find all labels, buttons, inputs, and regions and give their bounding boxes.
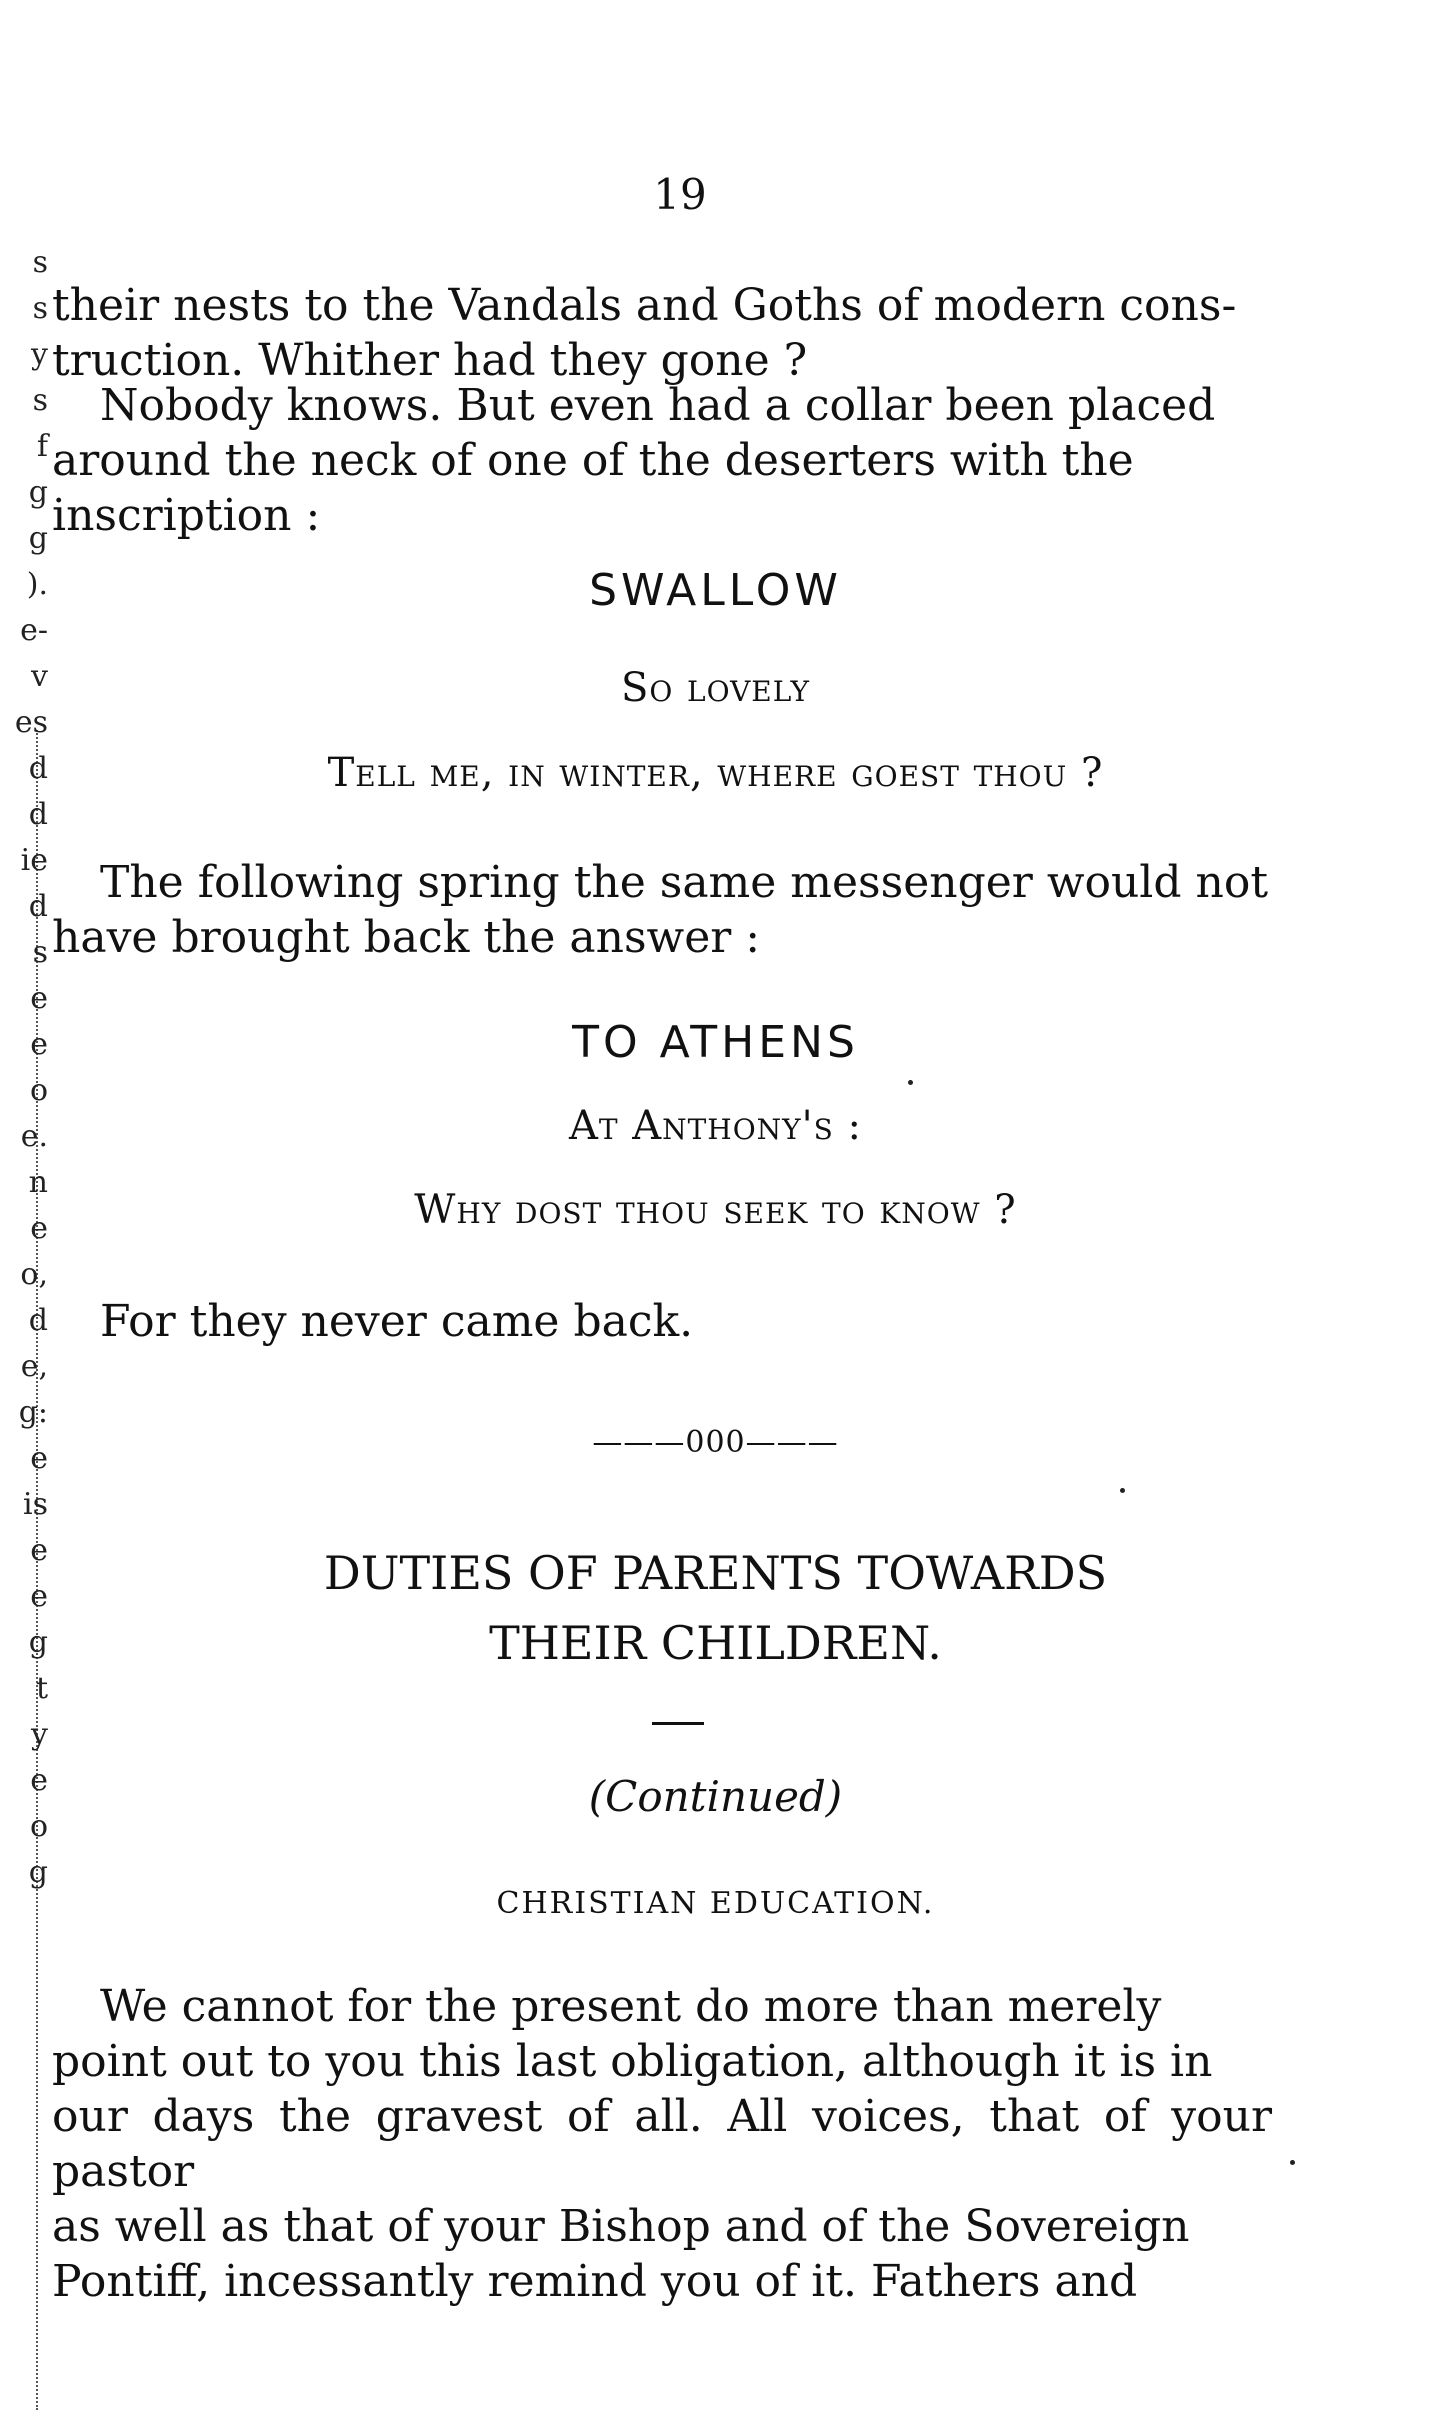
- gutter-fragment: s: [32, 935, 48, 970]
- gutter-fragment: o,: [20, 1257, 48, 1292]
- speck: [908, 1080, 913, 1085]
- gutter-fragment: d: [28, 1303, 48, 1338]
- gutter-fragment: t: [35, 1671, 48, 1706]
- inscription-line: At Anthony's :: [568, 1103, 863, 1149]
- gutter-fragment: d: [28, 751, 48, 786]
- paragraph-continued: [52, 278, 1272, 388]
- gutter-fragment: e: [30, 1211, 48, 1246]
- gutter-fragment: v: [31, 659, 48, 694]
- gutter-fragment: e: [30, 1027, 48, 1062]
- gutter-fragment: s: [32, 291, 48, 326]
- gutter-fragment: y: [31, 337, 48, 372]
- text-line: our days the gravest of all. All voices, that of your pastor: [52, 2091, 1272, 2197]
- inscription-line: So lovely: [620, 665, 811, 711]
- text-line: inscription :: [52, 490, 321, 541]
- text-line: point out to you this last obligation, although it is in: [52, 2036, 1213, 2087]
- section-heading: CHRISTIAN EDUCATION.: [496, 1886, 935, 1921]
- gutter-fragment: e-: [20, 613, 48, 648]
- gutter-fragment: e.: [20, 1119, 48, 1154]
- gutter-fragment: d: [28, 889, 48, 924]
- gutter-fragment: es: [14, 705, 48, 740]
- gutter-fragment: is: [23, 1487, 48, 1522]
- text-line: around the neck of one of the deserters with the: [52, 435, 1134, 486]
- gutter-fragment: o: [29, 1809, 48, 1844]
- inscription-heading-swallow: SWALLOW: [589, 565, 842, 616]
- gutter-fragment: d: [28, 797, 48, 832]
- continued-label: (Continued): [588, 1772, 843, 1821]
- gutter-fragment: e: [30, 1441, 48, 1476]
- title-line: DUTIES OF PARENTS TOWARDS: [323, 1546, 1108, 1600]
- gutter-fragment: ie: [20, 843, 48, 878]
- gutter-fragment: f: [36, 429, 48, 464]
- gutter-fragment: g:: [18, 1395, 48, 1430]
- article-body: [52, 1979, 1272, 2309]
- inscription-heading-athens: TO ATHENS: [572, 1017, 859, 1068]
- article-title: [0, 1538, 1431, 1678]
- gutter-fragment: g: [28, 475, 48, 510]
- inscription-line: Tell me, in winter, where goest thou ?: [327, 750, 1104, 796]
- text-line: Pontiff, incessantly remind you of it. Fathers and: [52, 2256, 1138, 2307]
- gutter-fragment: n: [28, 1165, 48, 1200]
- gutter-fragment: s: [32, 245, 48, 280]
- section-divider: ———000———: [592, 1425, 839, 1460]
- text-line: We cannot for the present do more than merely: [100, 1981, 1162, 2032]
- paragraph-never-came-back: [52, 1294, 1272, 1349]
- title-dash: [652, 1722, 704, 1725]
- gutter-fragment: s: [32, 383, 48, 418]
- gutter-fragment: e: [30, 1763, 48, 1798]
- inscription-line: Why dost thou seek to know ?: [414, 1187, 1017, 1233]
- text-line: For they never came back.: [100, 1296, 694, 1347]
- gutter-fragment: e,: [20, 1349, 48, 1384]
- page-number: 19: [653, 170, 707, 219]
- gutter-fragment: o: [29, 1073, 48, 1108]
- title-line: THEIR CHILDREN.: [489, 1616, 942, 1670]
- text-line: truction. Whither had they gone ?: [52, 335, 808, 386]
- text-line: as well as that of your Bishop and of the Sovereign: [52, 2201, 1190, 2252]
- gutter-fragment: g: [28, 521, 48, 556]
- paragraph-nobody-knows: [52, 378, 1272, 543]
- text-line: their nests to the Vandals and Goths of modern cons-: [52, 280, 1237, 331]
- text-line: have brought back the answer :: [52, 912, 761, 963]
- gutter-fragment: e: [30, 1533, 48, 1568]
- speck: [1120, 1488, 1125, 1493]
- speck: [1290, 2160, 1295, 2165]
- paragraph-following-spring: [52, 855, 1272, 965]
- gutter-fragment: e: [30, 1579, 48, 1614]
- gutter-fragment: y: [31, 1717, 48, 1752]
- text-line: Nobody knows. But even had a collar been placed: [100, 380, 1216, 431]
- gutter-fragment: g: [28, 1625, 48, 1660]
- gutter-fragment: ).: [26, 567, 48, 602]
- gutter-fragment: g: [28, 1855, 48, 1890]
- text-line: The following spring the same messenger would not: [100, 857, 1269, 908]
- gutter-fragment: e: [30, 981, 48, 1016]
